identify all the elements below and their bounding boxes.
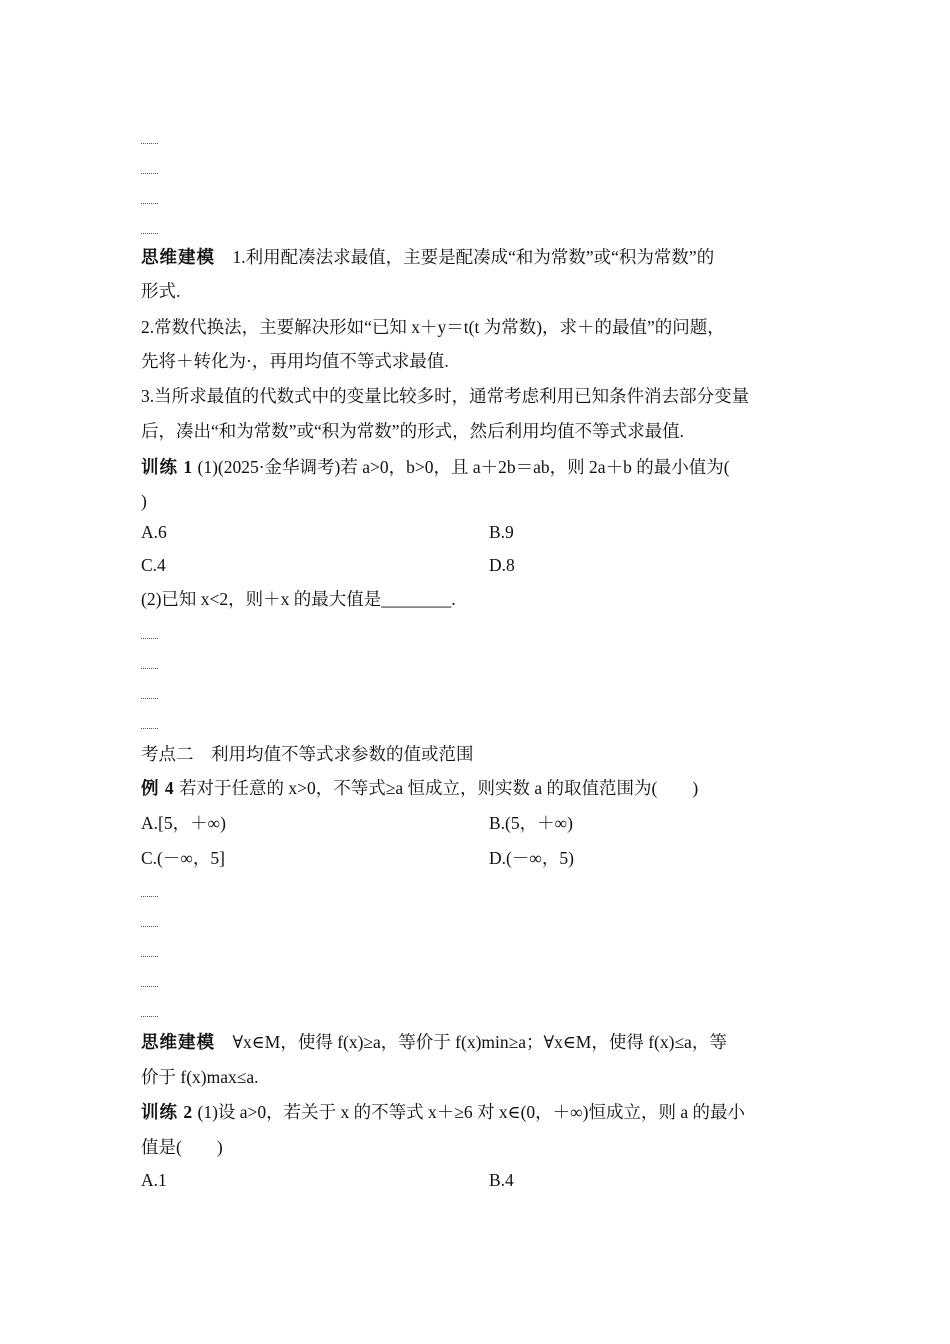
train2-q1-line1 [141,1100,745,1124]
train1-heading: 训练 1 [141,457,194,477]
model1-p2-line1: 2.常数代换法，主要解决形如“已知 x＋y＝t(t 为常数)，求＋的最值”的问题， [141,317,725,337]
train2-heading: 训练 2 [141,1102,194,1122]
train2-option-a: A.1 [141,1170,167,1190]
train1-q1-text: (1)(2025·金华调考)若 a>0，b>0，且 a＋2b＝ab，则 2a＋b 的最小值为( [197,457,730,477]
example4-question: 若对于任意的 x>0，不等式≥a 恒成立，则实数 a 的取值范围为( ) [179,778,699,798]
train1-option-b: B.9 [489,522,514,542]
example4-question-line [141,776,698,800]
answer-blank-mark [141,1016,158,1017]
example4-option-a: A.[5，＋∞) [141,813,226,833]
train1-option-a: A.6 [141,522,167,542]
train1-q1-line2: ) [141,491,147,511]
train1-q1-line1 [141,455,730,479]
answer-blank-mark [141,986,158,987]
model1-p2-line2: 先将＋转化为·，再用均值不等式求最值. [141,351,449,371]
model1-line1 [141,245,714,269]
model1-p1-line2: 形式. [141,281,181,301]
answer-blank-mark [141,926,158,927]
model2-heading: 思维建模 [141,1032,215,1052]
answer-blank-mark [141,698,158,699]
train2-q1-text: (1)设 a>0，若关于 x 的不等式 x＋≥6 对 x∈(0，＋∞)恒成立，则 a 的最小 [197,1102,745,1122]
answer-blank-mark [141,896,158,897]
train2-option-b: B.4 [489,1170,514,1190]
example4-option-c: C.(－∞，5] [141,848,225,868]
model2-line1-row [141,1030,727,1054]
model1-p3-line1: 3.当所求最值的代数式中的变量比较多时，通常考虑利用已知条件消去部分变量 [141,386,750,406]
section2-title: 考点二 利用均值不等式求参数的值或范围 [141,744,474,764]
answer-blank-mark [141,668,158,669]
answer-blank-mark [141,956,158,957]
answer-blank-mark [141,203,158,204]
model1-heading: 思维建模 [141,247,215,267]
model1-p1-line1: 1.利用配凑法求最值，主要是配凑成“和为常数”或“积为常数”的 [232,247,715,267]
example4-option-b: B.(5，＋∞) [489,813,573,833]
train1-option-d: D.8 [489,555,515,575]
train1-q2: (2)已知 x<2，则＋x 的最大值是________. [141,589,456,609]
train2-q1-line2: 值是( ) [141,1137,223,1157]
model1-p3-line2: 后，凑出“和为常数”或“积为常数”的形式，然后利用均值不等式求最值. [141,421,684,441]
train1-option-c: C.4 [141,555,166,575]
answer-blank-mark [141,143,158,144]
answer-blank-mark [141,233,158,234]
example4-option-d: D.(－∞，5) [489,848,574,868]
answer-blank-mark [141,728,158,729]
model2-line1: ∀x∈M，使得 f(x)≥a，等价于 f(x)min≥a；∀x∈M，使得 f(x)≤a，等 [232,1032,727,1052]
answer-blank-mark [141,638,158,639]
example4-heading: 例 4 [141,778,175,798]
model2-line2: 价于 f(x)max≤a. [141,1067,259,1087]
answer-blank-mark [141,173,158,174]
